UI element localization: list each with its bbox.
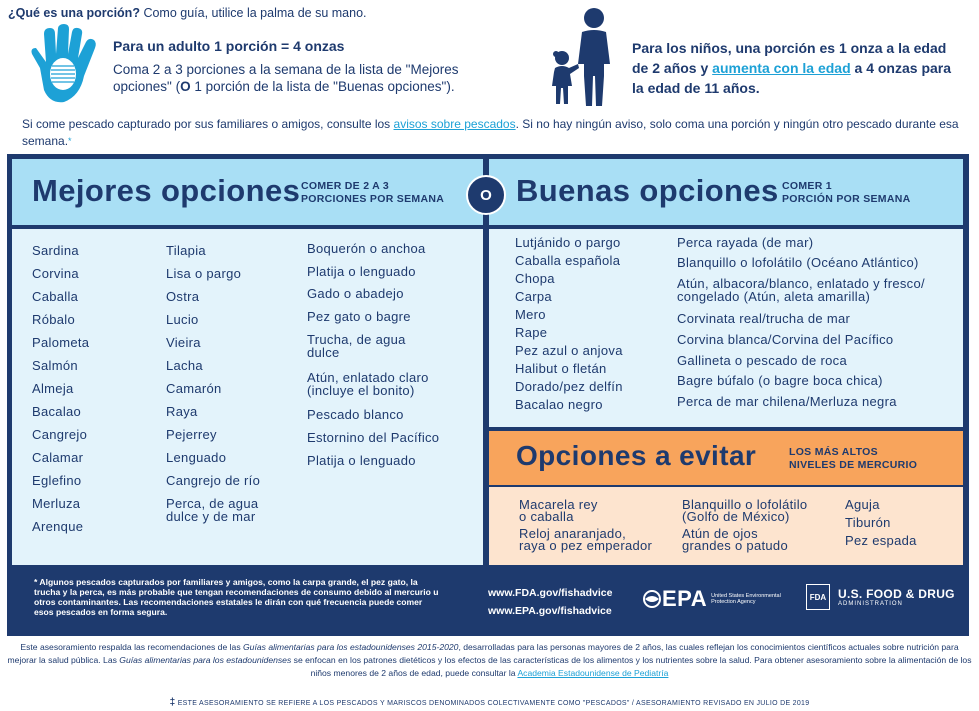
serving-question-sub: Como guía, utilice la palma de su mano.	[143, 6, 367, 20]
choices-to-avoid-list	[489, 487, 963, 565]
good-choices-frequency-1: COMER 1	[782, 180, 832, 192]
fish-item: Pescado blanco	[307, 407, 404, 422]
epa-logo-text: EPA	[662, 586, 708, 611]
fda-logo-title: U.S. FOOD & DRUG	[838, 587, 955, 601]
fish-item: Dorado/pez delfín	[515, 379, 623, 394]
adult-serving-or: O	[180, 79, 191, 94]
epa-url-link[interactable]: www.EPA.gov/fishadvice	[488, 605, 612, 617]
guidelines-text-3: se enfocan en los patrones dietéticos y los efectos de las características de los alimentos y los nutrientes sobre la salud. Para obtener asesoramiento sobre la alimentación de los niños menores de 2 años de edad, puede consultar la	[291, 655, 972, 678]
guidelines-text-1: Este asesoramiento respalda las recomendaciones de las	[20, 642, 243, 652]
fish-item: Estornino del Pacífico	[307, 430, 440, 445]
fish-item: Perca, de agua	[166, 496, 259, 511]
best-choices-title: Mejores opciones	[32, 173, 301, 208]
best-choices-frequency-2: PORCIONES POR SEMANA	[301, 193, 445, 205]
children-serving-text-2: a 4 onzas para la edad de 11 años.	[632, 60, 952, 96]
children-serving-info	[632, 38, 962, 98]
fish-item: Blanquillo o lofolátilo (Océano Atlántico)	[677, 255, 919, 270]
palm-hand-icon	[28, 24, 98, 106]
fish-item: Trucha, de agua	[307, 332, 406, 347]
fish-item: Ostra	[166, 289, 200, 304]
fish-item: Arenque	[32, 519, 84, 534]
fish-item: Carpa	[515, 289, 552, 304]
dagger-symbol: ‡	[169, 697, 176, 708]
advice-urls	[488, 584, 612, 620]
fish-item: Cangrejo de río	[166, 473, 261, 488]
good-choices-frequency	[782, 180, 911, 206]
best-choices-frequency-1: COMER DE 2 A 3	[301, 180, 390, 192]
footnote-text: * Algunos pescados capturados por familiares y amigos, como la carpa grande, el pez gato, la trucha y la perca, es más probable que tengan recomendaciones de consumo debido al mercurio u otros contaminantes. Las recomendaciones estatales le dirán con qué frecuencia puede comer esos pescados en forma segura.	[34, 577, 439, 617]
fish-item: Corvina blanca/Corvina del Pacífico	[677, 332, 894, 347]
choices-to-avoid-title: Opciones a evitar	[516, 440, 757, 471]
fish-item: Perca rayada (de mar)	[677, 235, 814, 250]
footnote-star: *	[68, 136, 72, 146]
fish-item: dulce y de mar	[166, 509, 256, 524]
fish-item: Atún, enlatado claro	[307, 370, 429, 385]
fish-advisories-link[interactable]: avisos sobre pescados	[393, 117, 516, 131]
fish-item: Platija o lenguado	[307, 264, 416, 279]
fish-item: Vieira	[166, 335, 201, 350]
pediatrics-academy-link[interactable]: Academia Estadounidense de Pediatría	[517, 668, 669, 678]
good-choices-title: Buenas opciones	[516, 173, 779, 208]
fish-item: Pez espada	[845, 533, 917, 548]
local-fish-note	[22, 116, 962, 150]
fish-item: Cangrejo	[32, 427, 88, 442]
fish-item: grandes o patudo	[682, 538, 788, 553]
epa-logo	[642, 586, 781, 612]
fish-item: o caballa	[519, 509, 574, 524]
fish-item: Corvina	[32, 266, 79, 281]
fish-item: Pez gato o bagre	[307, 309, 411, 324]
fish-item: Róbalo	[32, 312, 75, 327]
fish-item: Platija o lenguado	[307, 453, 416, 468]
dietary-guidelines-note	[6, 641, 973, 680]
fish-item: Lisa o pargo	[166, 266, 242, 281]
best-choices-list	[12, 229, 483, 565]
fish-item: Atún, albacora/blanco, enlatado y fresco/	[677, 276, 925, 291]
fish-item: Bacalao negro	[515, 397, 603, 412]
fish-item: Blanquillo o lofolátilo	[682, 497, 808, 512]
fish-item: raya o pez emperador	[519, 538, 653, 553]
choices-to-avoid-note	[789, 446, 917, 472]
guidelines-title-1: Guías alimentarias para los estadounidenses 2015-2020	[243, 642, 459, 652]
fda-logo	[806, 584, 955, 610]
children-serving-text-1: Para los niños, una porción es 1 onza a la edad de 2 años y	[632, 40, 947, 76]
fish-item: Gallineta o pescado de roca	[677, 353, 847, 368]
adult-serving-text-1: Coma 2 a 3 porciones a la semana de la lista de "Mejores opciones" (	[113, 62, 459, 94]
fish-item: Camarón	[166, 381, 222, 396]
fish-item: Reloj anaranjado,	[519, 526, 627, 541]
fish-item: Caballa	[32, 289, 79, 304]
fish-item: Gado o abadejo	[307, 286, 404, 301]
fish-item: Boquerón o anchoa	[307, 241, 426, 256]
adult-serving-info	[113, 38, 513, 95]
adult-serving-text-2: 1 porción de la lista de "Buenas opciones").	[190, 79, 455, 94]
fish-item: Aguja	[845, 497, 880, 512]
fish-item: Raya	[166, 404, 198, 419]
fish-item: Lucio	[166, 312, 199, 327]
fda-logo-box: FDA	[806, 584, 830, 610]
fish-item: Pejerrey	[166, 427, 217, 442]
best-choices-frequency	[301, 180, 444, 206]
epa-agency-name: United States Environmental Protection Agency	[711, 593, 781, 605]
local-fish-note-text-1: Si come pescado capturado por sus familiares o amigos, consulte los	[22, 117, 394, 131]
fish-item: Eglefino	[32, 473, 82, 488]
fish-item: Salmón	[32, 358, 78, 373]
guidelines-title-2: Guías alimentarias para los estadounidenses	[119, 655, 292, 665]
fish-item: Lutjánido o pargo	[515, 235, 621, 250]
choices-to-avoid-note-2: NIVELES DE MERCURIO	[789, 459, 918, 471]
good-choices-frequency-2: PORCIÓN POR SEMANA	[782, 193, 911, 205]
revision-note-text: ESTE ASESORAMIENTO SE REFIERE A LOS PESCADOS Y MARISCOS DENOMINADOS COLECTIVAMENTE COMO "PESCADOS" / ASESORAMIENTO REVISADO EN JULIO DE 2019	[177, 700, 810, 707]
serving-question	[8, 6, 367, 20]
fish-item: Bagre búfalo (o bagre boca chica)	[677, 373, 883, 388]
fish-item: Pez azul o anjova	[515, 343, 623, 358]
fish-item: Tilapia	[166, 243, 206, 258]
fish-item: Bacalao	[32, 404, 82, 419]
serving-question-title: ¿Qué es una porción?	[8, 6, 140, 20]
fish-item: Caballa española	[515, 253, 621, 268]
children-figure-icon	[548, 6, 618, 110]
good-choices-list	[489, 229, 963, 427]
fish-item: Perca de mar chilena/Merluza negra	[677, 394, 897, 409]
fish-item: Corvinata real/trucha de mar	[677, 311, 851, 326]
fish-item: Chopa	[515, 271, 555, 286]
fish-item: Sardina	[32, 243, 79, 258]
fish-item: Palometa	[32, 335, 90, 350]
fish-item: Halibut o fletán	[515, 361, 607, 376]
fish-item: Macarela rey	[519, 497, 598, 512]
fish-item: Rape	[515, 325, 548, 340]
revision-note	[0, 697, 979, 708]
fish-item: Almeja	[32, 381, 74, 396]
fish-item: Merluza	[32, 496, 81, 511]
fish-item: Tiburón	[845, 515, 891, 530]
local-fish-note-text-2: . Si no hay ningún aviso, solo coma una porción y ningún otro pescado durante esa semana.	[22, 117, 959, 148]
best-choices-header	[12, 159, 483, 225]
fish-item: (Golfo de México)	[682, 509, 790, 524]
choices-to-avoid-note-1: LOS MÁS ALTOS	[789, 446, 878, 458]
fish-item: (incluye el bonito)	[307, 383, 415, 398]
fish-item: Lacha	[166, 358, 203, 373]
fda-url-link[interactable]: www.FDA.gov/fishadvice	[488, 587, 613, 599]
good-choices-header	[489, 159, 963, 225]
epa-flower-icon	[642, 589, 662, 609]
fish-item: Lenguado	[166, 450, 227, 465]
fish-item: dulce	[307, 345, 340, 360]
fish-item: congelado (Atún, aleta amarilla)	[677, 289, 871, 304]
adult-serving-heading: Para un adulto 1 porción = 4 onzas	[113, 38, 345, 54]
increases-with-age-link[interactable]: aumenta con la edad	[712, 60, 851, 76]
guidelines-text-2: , desarrolladas para las personas mayores de 2 años, las cuales reflejan los conocimientos científicos actuales sobre nutrición para mejorar la salud pública. Las	[7, 642, 959, 665]
fda-logo-subtitle: ADMINISTRATION	[838, 601, 903, 607]
fish-item: Calamar	[32, 450, 84, 465]
fish-item: Atún de ojos	[682, 526, 758, 541]
or-badge: O	[466, 175, 506, 215]
fish-item: Mero	[515, 307, 546, 322]
choices-to-avoid-header	[489, 431, 963, 485]
